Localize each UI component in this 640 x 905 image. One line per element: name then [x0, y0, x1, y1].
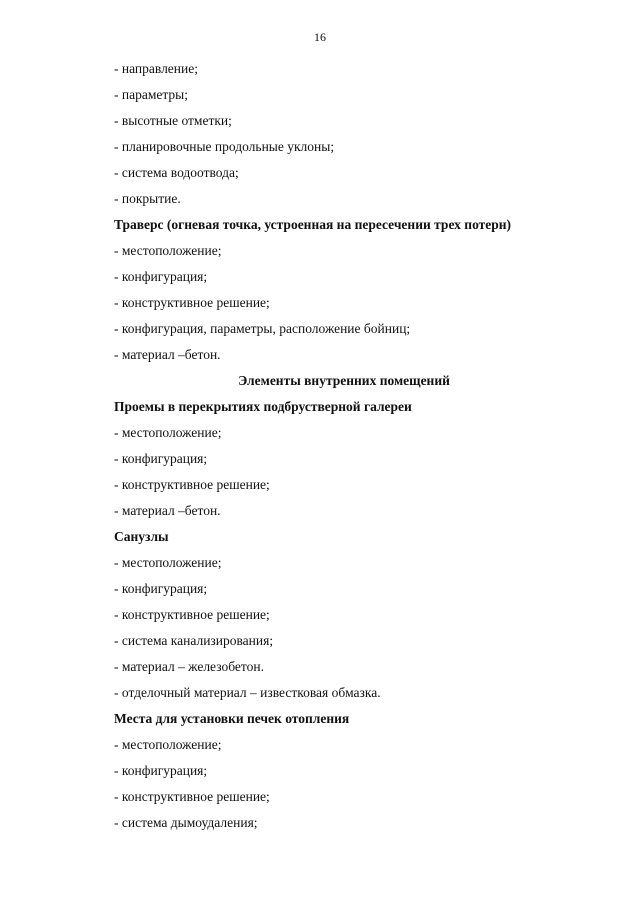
list-item: - система водоотвода; — [114, 165, 239, 180]
list-item: - местоположение; — [114, 243, 222, 258]
list-item: - конфигурация; — [114, 763, 208, 778]
page-number: 16 — [314, 30, 326, 44]
list-item: - покрытие. — [114, 191, 181, 206]
list-item: - конструктивное решение; — [114, 477, 270, 492]
list-item: - материал –бетон. — [114, 503, 221, 518]
list-item: - конфигурация; — [114, 451, 208, 466]
list-item: - система канализирования; — [114, 633, 274, 648]
list-item: - конфигурация; — [114, 581, 208, 596]
section-heading: Траверс (огневая точка, устроенная на пересечении трех потерн) — [114, 217, 512, 232]
document-body — [114, 56, 574, 836]
list-item: - материал – железобетон. — [114, 659, 264, 674]
list-item: - местоположение; — [114, 555, 222, 570]
list-item: - планировочные продольные уклоны; — [114, 139, 335, 154]
section-heading: Проемы в перекрытиях подбрустверной галереи — [114, 399, 412, 414]
list-item: - конструктивное решение; — [114, 789, 270, 804]
list-item: - материал –бетон. — [114, 347, 221, 362]
section-heading: Места для установки печек отопления — [114, 711, 350, 726]
list-item: - направление; — [114, 61, 198, 76]
section-heading: Санузлы — [114, 529, 169, 544]
list-item: - конфигурация; — [114, 269, 208, 284]
list-item: - конфигурация, параметры, расположение бойниц; — [114, 321, 411, 336]
list-item: - высотные отметки; — [114, 113, 232, 128]
list-item: - местоположение; — [114, 737, 222, 752]
list-item: - отделочный материал – известковая обмазка. — [114, 685, 381, 700]
list-item: - параметры; — [114, 87, 188, 102]
list-item: - местоположение; — [114, 425, 222, 440]
chapter-heading: Элементы внутренних помещений — [238, 373, 450, 388]
list-item: - конструктивное решение; — [114, 607, 270, 622]
list-item: - система дымоудаления; — [114, 815, 258, 830]
list-item: - конструктивное решение; — [114, 295, 270, 310]
